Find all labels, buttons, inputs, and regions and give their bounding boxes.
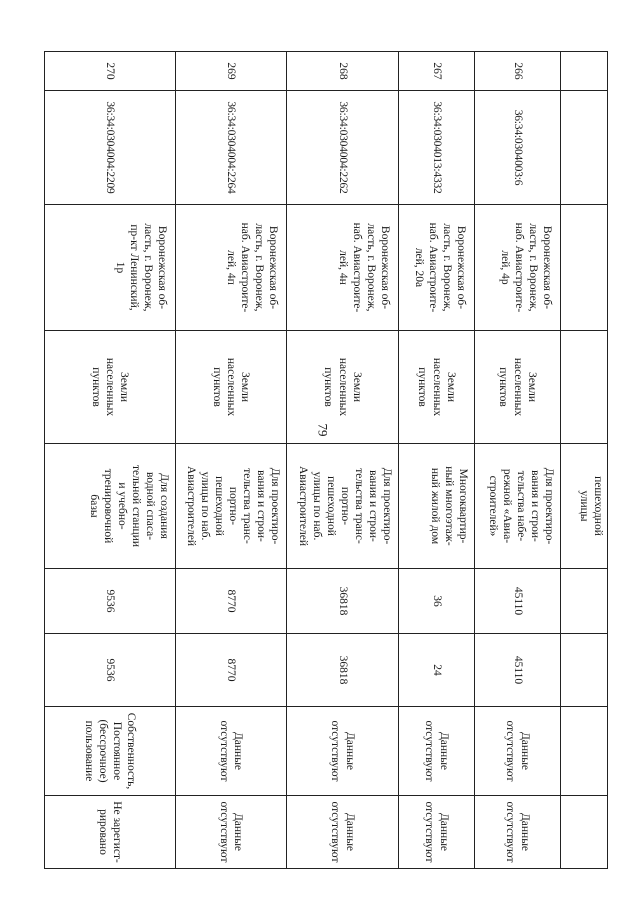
cell-cadastral: 36:34:0304004:2264: [176, 91, 287, 205]
rotated-table-container: [82, 51, 608, 868]
cell-num: 269: [176, 52, 287, 91]
table-row: [45, 52, 176, 869]
land-plots-table: [44, 51, 608, 869]
cell-address: [561, 205, 608, 331]
page-number: 79: [315, 423, 331, 437]
cell-category: Земли населенных пунктов: [287, 331, 399, 444]
cell-purpose: Для проектиро- вания и строи- тельства транс- портно- пешеходной улицы по наб. Авиастроителей: [287, 444, 399, 569]
cell-value: [561, 634, 608, 707]
cell-encumbrance: [561, 796, 608, 869]
cell-num: 268: [287, 52, 399, 91]
cell-value: 8770: [176, 634, 287, 707]
cell-category: Земли населенных пунктов: [475, 331, 561, 444]
cell-encumbrance: Данные отсутствуют: [176, 796, 287, 869]
cell-address: Воронежская об- ласть, г. Воронеж, наб. Авиастроите- лей, 20а: [399, 205, 475, 331]
cell-area: 36: [399, 569, 475, 634]
cell-category: [561, 331, 608, 444]
cell-purpose: Для проектиро- вания и строи- тельства транс- портно- пешеходной улицы по наб. Авиастроителей: [176, 444, 287, 569]
cell-address: Воронежская об- ласть, г. Воронеж, наб. Авиастроите- лей, 4п: [176, 205, 287, 331]
cell-address: Воронежская об- ласть, г. Воронеж, наб. Авиастроите- лей, 4р: [475, 205, 561, 331]
cell-num: 266: [475, 52, 561, 91]
cell-address: Воронежская об- ласть, г. Воронеж, наб. Авиастроите- лей, 4н: [287, 205, 399, 331]
cell-num: 267: [399, 52, 475, 91]
cell-cadastral: 36:34:0304003:6: [475, 91, 561, 205]
cell-encumbrance: Не зарегист- рировано: [45, 796, 176, 869]
cell-right: Данные отсутствуют: [287, 707, 399, 796]
cell-value: 24: [399, 634, 475, 707]
continuation-row: [561, 52, 608, 869]
cell-right: Данные отсутствуют: [475, 707, 561, 796]
cell-category: Земли населенных пунктов: [176, 331, 287, 444]
cell-area: 8770: [176, 569, 287, 634]
cell-num: [561, 52, 608, 91]
cell-category: Земли населенных пунктов: [45, 331, 176, 444]
cell-area: [561, 569, 608, 634]
cell-area: 36818: [287, 569, 399, 634]
cell-right: [561, 707, 608, 796]
cell-right: Данные отсутствуют: [399, 707, 475, 796]
cell-cadastral: 36:34:0304013:4332: [399, 91, 475, 205]
cell-cadastral: 36:34:0304004:2209: [45, 91, 176, 205]
cell-value: 36818: [287, 634, 399, 707]
cell-category: Земли населенных пунктов: [399, 331, 475, 444]
cell-purpose: Для проектиро- вания и строи- тельства набе- режной «Авиа- строителей»: [475, 444, 561, 569]
cell-encumbrance: Данные отсутствуют: [399, 796, 475, 869]
cell-right: Данные отсутствуют: [176, 707, 287, 796]
cell-cadastral: [561, 91, 608, 205]
cell-encumbrance: Данные отсутствуют: [287, 796, 399, 869]
cell-address: Воронежская об- ласть, г. Воронеж, пр-кт Ленинский, 1р: [45, 205, 176, 331]
table-row: [475, 52, 561, 869]
table-row: [399, 52, 475, 869]
cell-purpose: Многоквартир- ный многоэтаж- ный жилой дом: [399, 444, 475, 569]
cell-num: 270: [45, 52, 176, 91]
cell-area: 45110: [475, 569, 561, 634]
cell-purpose: пешеходной улицы: [561, 444, 608, 569]
table-row: [287, 52, 399, 869]
cell-purpose: Для создания водной спаса- тельной станции и учебно- тренировочной базы: [45, 444, 176, 569]
cell-cadastral: 36:34:0304004:2262: [287, 91, 399, 205]
cell-area: 9536: [45, 569, 176, 634]
cell-right: Собственность, Постоянное (бессрочное) пользование: [45, 707, 176, 796]
cell-encumbrance: Данные отсутствуют: [475, 796, 561, 869]
cell-value: 45110: [475, 634, 561, 707]
table-row: [176, 52, 287, 869]
cell-value: 9536: [45, 634, 176, 707]
